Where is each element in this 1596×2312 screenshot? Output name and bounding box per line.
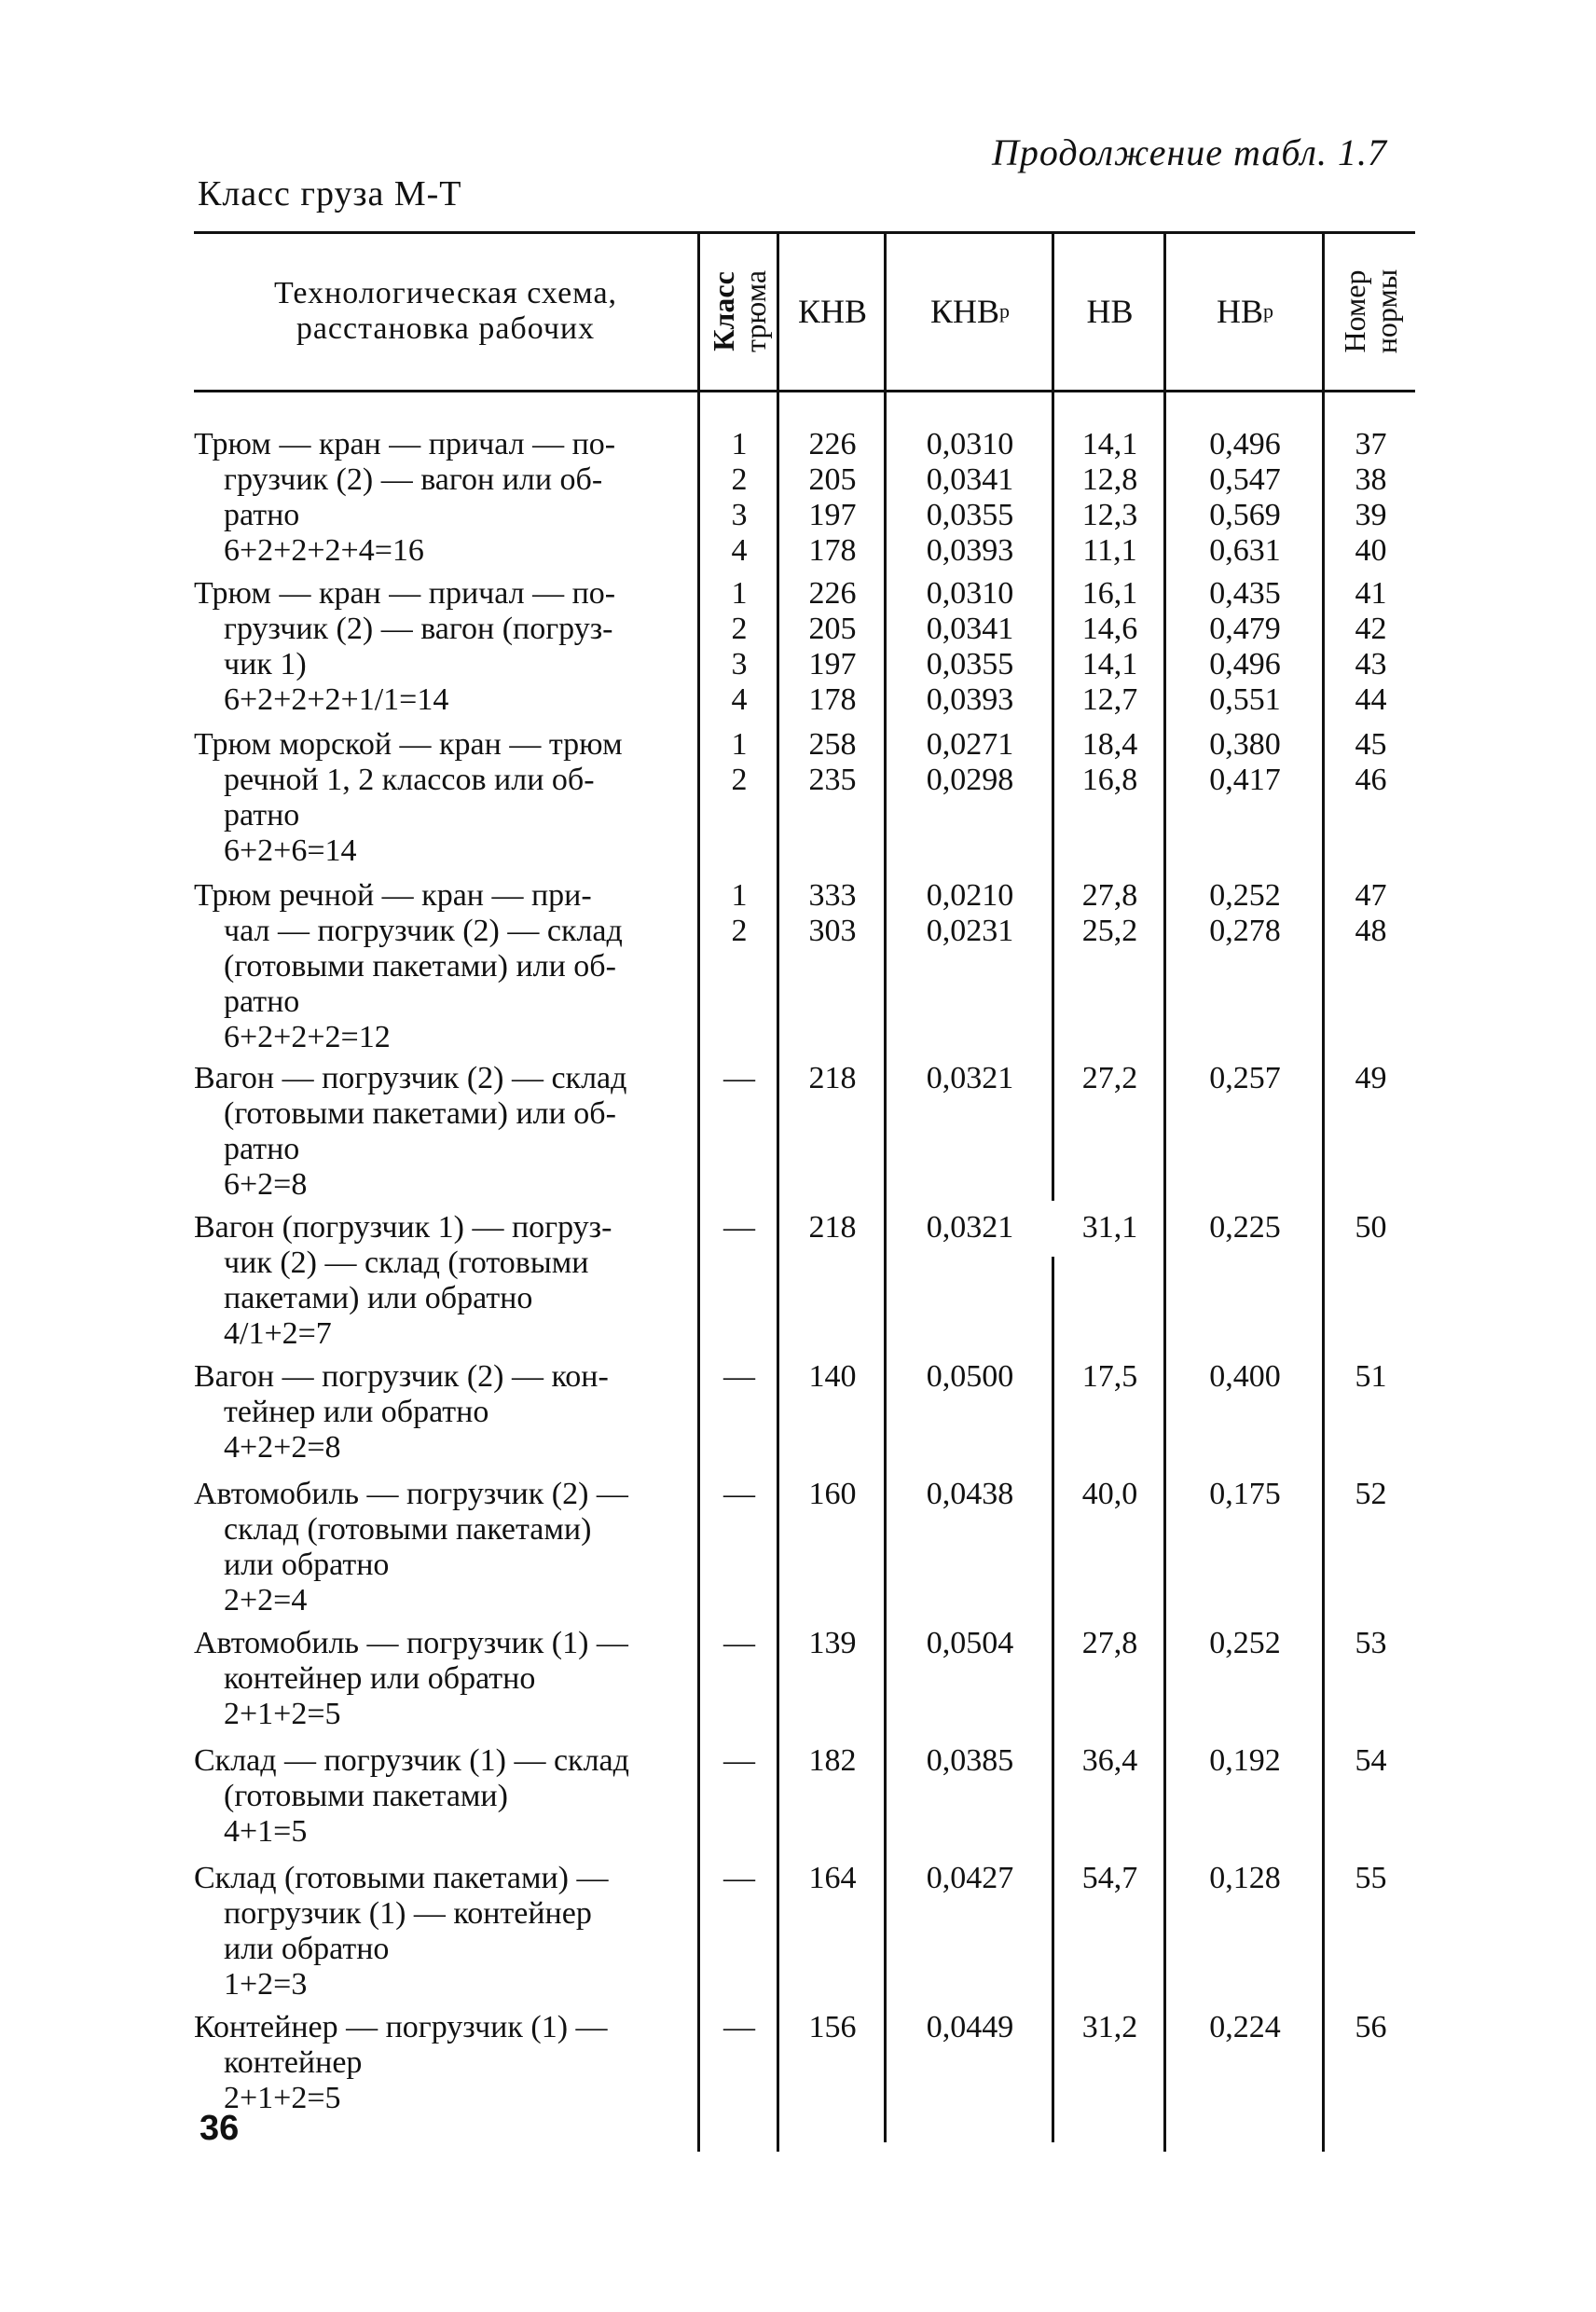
- scheme-line: 4/1+2=7: [224, 1316, 332, 1351]
- knv-cell: 156: [808, 2010, 857, 2044]
- scheme-cell: [194, 1210, 695, 1352]
- knv-cell: 182: [808, 1743, 857, 1778]
- scheme-line: ратно: [224, 984, 300, 1019]
- norm-number-cell: 41 42 43 44: [1355, 576, 1387, 717]
- scheme-cell: [194, 1061, 695, 1203]
- hold-class-cell: —: [723, 1626, 755, 1660]
- header-norm-number-line2: нормы: [1369, 268, 1404, 354]
- table-continuation-label: Продолжение табл. 1.7: [991, 131, 1387, 173]
- nvr-cell: 0,252: [1209, 1626, 1281, 1660]
- scheme-line: погрузчик (1) — контейнер: [224, 1896, 592, 1931]
- scheme-cell: [194, 1743, 695, 1850]
- norm-number-cell: 50: [1355, 1210, 1387, 1245]
- column-divider: [697, 231, 700, 2152]
- scheme-line: грузчик (2) — вагон или об-: [224, 462, 603, 497]
- norm-number-cell: 52: [1355, 1477, 1387, 1511]
- page-number: 36: [200, 2109, 240, 2148]
- knv-cell: 226 205 197 178: [808, 427, 857, 568]
- norm-number-cell: 37 38 39 40: [1355, 427, 1387, 568]
- scheme-cell: [194, 576, 695, 718]
- header-norm-number-line1: Номер: [1338, 269, 1372, 353]
- header-hold-class-line1: Класс: [707, 271, 740, 351]
- nvr-cell: 0,400: [1209, 1359, 1281, 1394]
- norm-number-cell: 56: [1355, 2010, 1387, 2044]
- norm-number-cell: 55: [1355, 1861, 1387, 1895]
- scheme-line: Вагон — погрузчик (2) — кон-: [194, 1359, 609, 1394]
- scheme-line: (готовыми пакетами) или об-: [224, 1096, 616, 1131]
- nv-cell: 27,8: [1081, 1626, 1138, 1660]
- hold-class-cell: —: [723, 1359, 755, 1394]
- scheme-line: 2+1+2=5: [224, 1697, 341, 1731]
- norm-number-cell: 51: [1355, 1359, 1387, 1394]
- scheme-line: 6+2+2+2+4=16: [224, 533, 424, 568]
- cargo-class-label: Класс груза М-Т: [198, 174, 462, 213]
- nvr-cell: 0,128: [1209, 1861, 1281, 1895]
- scheme-line: грузчик (2) — вагон (погруз-: [224, 612, 613, 646]
- scheme-line: (готовыми пакетами): [224, 1779, 508, 1813]
- scheme-line: 6+2+6=14: [224, 833, 357, 868]
- nv-cell: 31,2: [1081, 2010, 1138, 2044]
- norm-number-cell: 54: [1355, 1743, 1387, 1778]
- knvr-cell: 0,0438: [926, 1477, 1014, 1511]
- scheme-line: (готовыми пакетами) или об-: [224, 949, 616, 984]
- hold-class-cell: —: [723, 1477, 755, 1511]
- header-bottom-rule: [194, 390, 1415, 392]
- scheme-line: Вагон — погрузчик (2) — склад: [194, 1061, 627, 1095]
- nvr-cell: 0,496 0,547 0,569 0,631: [1209, 427, 1281, 568]
- knvr-cell: 0,0310 0,0341 0,0355 0,0393: [926, 576, 1014, 717]
- header-scheme-line2: расстановка рабочих: [296, 311, 596, 346]
- knv-cell: 164: [808, 1861, 857, 1895]
- scheme-line: 4+1=5: [224, 1814, 308, 1849]
- scheme-line: Трюм речной — кран — при-: [194, 878, 592, 913]
- nvr-cell: 0,380 0,417: [1209, 727, 1281, 797]
- knv-cell: 139: [808, 1626, 857, 1660]
- scheme-line: пакетами) или обратно: [224, 1281, 533, 1315]
- header-knvr-sub: р: [999, 299, 1011, 323]
- scheme-cell: [194, 427, 695, 569]
- hold-class-cell: —: [723, 2010, 755, 2044]
- scheme-line: Склад (готовыми пакетами) —: [194, 1861, 609, 1895]
- scheme-line: ратно: [224, 498, 300, 532]
- header-scheme-line1: Технологическая схема,: [273, 276, 618, 310]
- scheme-line: 2+2=4: [224, 1583, 308, 1617]
- knvr-cell: 0,0427: [926, 1861, 1014, 1895]
- column-divider: [1163, 231, 1166, 2152]
- nv-cell: 31,1: [1081, 1210, 1138, 1245]
- scheme-line: или обратно: [224, 1932, 390, 1966]
- knv-cell: 258 235: [808, 727, 857, 797]
- knv-cell: 140: [808, 1359, 857, 1394]
- knv-cell: 218: [808, 1210, 857, 1245]
- knvr-cell: 0,0449: [926, 2010, 1014, 2044]
- nv-cell: 16,1 14,6 14,1 12,7: [1081, 576, 1138, 717]
- scheme-line: чик (2) — склад (готовыми: [224, 1245, 589, 1280]
- table-top-rule: [194, 231, 1415, 234]
- scheme-cell: [194, 1359, 695, 1466]
- scheme-cell: [194, 2010, 695, 2116]
- knvr-cell: 0,0321: [926, 1061, 1014, 1095]
- scheme-cell: [194, 1861, 695, 2002]
- nvr-cell: 0,257: [1209, 1061, 1281, 1095]
- nv-cell: 18,4 16,8: [1081, 727, 1138, 797]
- column-divider: [884, 231, 887, 2142]
- header-nv: НВ: [1086, 293, 1134, 330]
- nv-cell: 54,7: [1081, 1861, 1138, 1895]
- column-divider: [1052, 231, 1054, 1201]
- scheme-line: контейнер: [224, 2045, 363, 2080]
- scheme-line: 6+2+2+2+1/1=14: [224, 682, 449, 717]
- column-divider: [1052, 1257, 1054, 2142]
- header-nvr: [1168, 237, 1322, 386]
- scheme-line: Автомобиль — погрузчик (2) —: [194, 1477, 628, 1511]
- nv-cell: 14,1 12,8 12,3 11,1: [1081, 427, 1138, 568]
- knvr-cell: 0,0271 0,0298: [926, 727, 1014, 797]
- scheme-line: чик 1): [224, 647, 307, 681]
- nv-cell: 17,5: [1081, 1359, 1138, 1394]
- knv-cell: 333 303: [808, 878, 857, 948]
- hold-class-cell: 1 2: [731, 727, 748, 797]
- scheme-line: Трюм морской — кран — трюм: [194, 727, 623, 762]
- nv-cell: 36,4: [1081, 1743, 1138, 1778]
- scheme-line: Трюм — кран — причал — по-: [194, 576, 616, 611]
- header-nvr-base: НВ: [1216, 293, 1263, 330]
- scheme-cell: [194, 1477, 695, 1618]
- hold-class-cell: —: [723, 1210, 755, 1245]
- header-knvr-base: КНВ: [929, 293, 1000, 330]
- knv-cell: 160: [808, 1477, 857, 1511]
- scheme-cell: [194, 727, 695, 869]
- scheme-line: 1+2=3: [224, 1967, 308, 2002]
- header-scheme: [194, 237, 697, 386]
- scheme-line: Контейнер — погрузчик (1) —: [194, 2010, 608, 2044]
- hold-class-cell: —: [723, 1861, 755, 1895]
- hold-class-cell: 1 2 3 4: [731, 427, 748, 568]
- nv-cell: 40,0: [1081, 1477, 1138, 1511]
- nvr-cell: 0,435 0,479 0,496 0,551: [1209, 576, 1281, 717]
- knvr-cell: 0,0321: [926, 1210, 1014, 1245]
- nvr-cell: 0,225: [1209, 1210, 1281, 1245]
- scheme-line: 6+2+2+2=12: [224, 1020, 391, 1054]
- norm-number-cell: 47 48: [1355, 878, 1387, 948]
- hold-class-cell: 1 2: [731, 878, 748, 948]
- scheme-line: 4+2+2=8: [224, 1430, 341, 1465]
- nv-cell: 27,2: [1081, 1061, 1138, 1095]
- scheme-line: Склад — погрузчик (1) — склад: [194, 1743, 629, 1778]
- scheme-line: или обратно: [224, 1548, 390, 1582]
- norm-number-cell: 53: [1355, 1626, 1387, 1660]
- nvr-cell: 0,252 0,278: [1209, 878, 1281, 948]
- hold-class-cell: —: [723, 1061, 755, 1095]
- scheme-line: 6+2=8: [224, 1167, 308, 1202]
- nv-cell: 27,8 25,2: [1081, 878, 1138, 948]
- scheme-cell: [194, 1626, 695, 1732]
- header-knvr: [888, 237, 1052, 386]
- header-knv: КНВ: [797, 293, 868, 330]
- knvr-cell: 0,0210 0,0231: [926, 878, 1014, 948]
- scheme-line: Автомобиль — погрузчик (1) —: [194, 1626, 628, 1660]
- header-norm-number: [1327, 237, 1415, 386]
- table-header: [194, 237, 1415, 386]
- norm-number-cell: 49: [1355, 1061, 1387, 1095]
- hold-class-cell: 1 2 3 4: [731, 576, 748, 717]
- hold-class-cell: —: [723, 1743, 755, 1778]
- knvr-cell: 0,0385: [926, 1743, 1014, 1778]
- scheme-line: контейнер или обратно: [224, 1661, 536, 1696]
- scheme-line: Трюм — кран — причал — по-: [194, 427, 616, 461]
- scheme-line: склад (готовыми пакетами): [224, 1512, 592, 1547]
- column-divider: [777, 231, 779, 2152]
- norm-number-cell: 45 46: [1355, 727, 1387, 797]
- scheme-line: Вагон (погрузчик 1) — погруз-: [194, 1210, 612, 1245]
- knvr-cell: 0,0310 0,0341 0,0355 0,0393: [926, 427, 1014, 568]
- knv-cell: 226 205 197 178: [808, 576, 857, 717]
- header-nvr-sub: р: [1263, 299, 1273, 323]
- scheme-line: тейнер или обратно: [224, 1395, 489, 1429]
- nvr-cell: 0,224: [1209, 2010, 1281, 2044]
- nvr-cell: 0,192: [1209, 1743, 1281, 1778]
- knvr-cell: 0,0500: [926, 1359, 1014, 1394]
- knv-cell: 218: [808, 1061, 857, 1095]
- header-hold-class-line2: трюма: [738, 269, 772, 353]
- scheme-line: чал — погрузчик (2) — склад: [224, 914, 623, 948]
- scheme-cell: [194, 878, 695, 1055]
- nvr-cell: 0,175: [1209, 1477, 1281, 1511]
- knvr-cell: 0,0504: [926, 1626, 1014, 1660]
- scheme-line: ратно: [224, 1132, 300, 1166]
- scheme-line: 2+1+2=5: [224, 2081, 341, 2115]
- column-divider: [1322, 231, 1325, 2152]
- scheme-line: ратно: [224, 798, 300, 833]
- header-hold-class: [702, 237, 777, 386]
- scheme-line: речной 1, 2 классов или об-: [224, 763, 595, 797]
